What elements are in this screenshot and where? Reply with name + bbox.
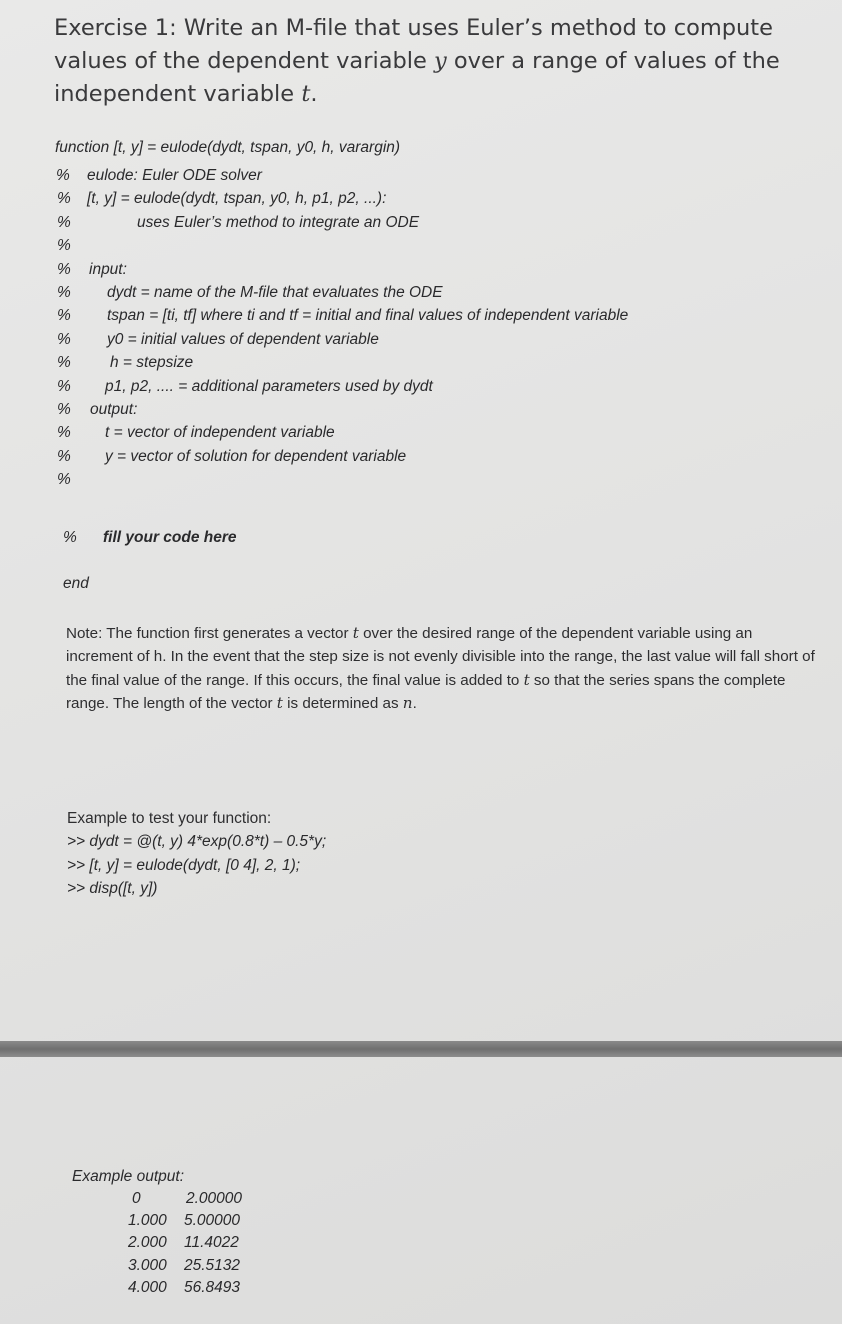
title-text-end: . (310, 81, 318, 107)
comment-text: h = stepsize (110, 354, 194, 372)
comment-text: eulode: Euler ODE solver (87, 167, 262, 184)
comment-percent: % (57, 330, 71, 348)
comment-percent: % (57, 237, 71, 255)
note-text-c: so that the series spans the complete range. The length of the vector (66, 671, 786, 713)
output-t-value: 2.000 (128, 1234, 167, 1252)
example-command: >> dydt = @(t, y) 4*exp(0.8*t) – 0.5*y; (67, 833, 327, 850)
comment-percent: % (57, 190, 71, 208)
comment-line (55, 351, 815, 375)
comment-text: y0 = initial values of dependent variable (107, 330, 379, 348)
comment-text: t = vector of independent variable (105, 424, 335, 442)
output-heading: Example output: (72, 1168, 185, 1185)
comment-percent: % (57, 377, 71, 395)
exercise-title (54, 12, 824, 111)
comment-percent: % (63, 529, 77, 546)
divider-bar (0, 1041, 842, 1057)
example-command: >> [t, y] = eulode(dydt, [0 4], 2, 1); (67, 856, 301, 874)
comment-line (55, 281, 815, 305)
comment-percent: % (57, 213, 71, 231)
comment-line (55, 164, 815, 188)
comment-line (55, 445, 815, 469)
output-y-value: 5.00000 (184, 1212, 241, 1230)
fill-code-text: fill your code here (103, 529, 237, 546)
output-t-value: 0 (132, 1190, 141, 1207)
comment-percent: % (57, 447, 71, 465)
comment-line (55, 304, 815, 328)
note-var-t1: t (352, 624, 359, 642)
comment-text: y = vector of solution for dependent variable (105, 447, 407, 465)
comment-percent: % (57, 354, 71, 372)
output-row (128, 1232, 288, 1254)
output-t-value: 3.000 (128, 1256, 167, 1274)
output-y-value: 11.4022 (184, 1234, 239, 1252)
comment-line (55, 211, 815, 235)
title-var-t: t (301, 81, 311, 107)
output-row (128, 1210, 288, 1232)
comment-line (55, 187, 815, 211)
output-row (128, 1188, 288, 1210)
comment-text: p1, p2, .... = additional parameters used by dydt (105, 377, 433, 395)
comment-percent: % (57, 424, 71, 442)
output-y-value: 2.00000 (186, 1190, 243, 1207)
comment-line (55, 375, 815, 399)
example-heading: Example to test your function: (67, 810, 272, 827)
fill-code-line (63, 526, 463, 550)
comment-percent: % (57, 401, 71, 418)
output-y-value: 56.8493 (184, 1278, 241, 1296)
note-text-b: over the desired range of the dependent variable using an increment of h. In the event that the step size is not evenly divisible into the range, the last value will fall short of the final value of the range. If this occurs, the final value is added to (66, 625, 815, 689)
comment-text: uses Euler’s method to integrate an ODE (137, 213, 420, 231)
note-var-t3: t (276, 694, 283, 713)
note-text-a: Note: The function first generates a vector (66, 625, 353, 642)
example-command: >> disp([t, y]) (67, 880, 158, 897)
note-text-d: is determined as (282, 695, 403, 713)
comment-line (55, 468, 815, 492)
comment-text: [t, y] = eulode(dydt, tspan, y0, h, p1, p2, ...): (87, 190, 387, 208)
comment-percent: % (57, 307, 71, 325)
note-var-t2: t (523, 670, 530, 689)
comment-text: output: (90, 401, 138, 418)
title-var-y: y (434, 48, 447, 74)
title-text-b: over a range of values of the independent variable (54, 48, 780, 107)
comment-line (55, 421, 815, 445)
comment-line (55, 328, 815, 352)
function-signature: function [t, y] = eulode(dydt, tspan, y0, h, varargin) (55, 139, 401, 156)
comment-percent: % (57, 284, 71, 301)
output-row (128, 1255, 288, 1277)
comment-line (55, 258, 815, 282)
output-row (128, 1277, 288, 1299)
end-keyword: end (63, 575, 89, 592)
title-text-a: Exercise 1: Write an M-file that uses Euler’s method to compute values of the dependent variable (54, 15, 773, 74)
comment-text: tspan = [ti, tf] where ti and tf = initial and final values of independent variable (107, 307, 629, 325)
note-text-e: . (412, 695, 417, 713)
comment-line (55, 398, 815, 422)
comment-percent: % (56, 167, 70, 184)
comment-text: dydt = name of the M-file that evaluates the ODE (107, 284, 443, 301)
output-t-value: 4.000 (128, 1278, 167, 1296)
comment-percent: % (57, 471, 71, 489)
comment-line (55, 234, 815, 258)
comment-percent: % (57, 260, 71, 278)
note-var-n: n (402, 694, 413, 713)
comment-text: input: (89, 260, 127, 278)
output-y-value: 25.5132 (184, 1256, 241, 1274)
output-t-value: 1.000 (128, 1212, 167, 1230)
note-paragraph (66, 622, 822, 716)
